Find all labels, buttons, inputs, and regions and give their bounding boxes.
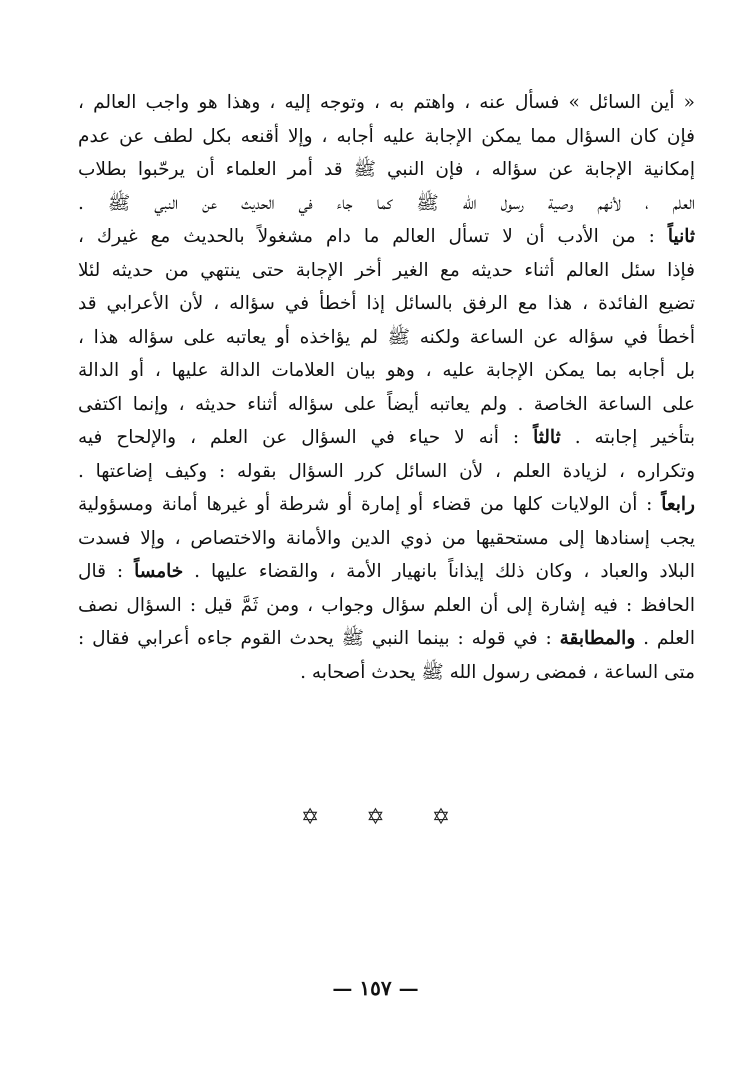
text-line <box>78 254 695 288</box>
text-run: : أنه لا حياء في السؤال عن العلم ، والإلحاح فيه <box>78 427 534 448</box>
text-line <box>78 220 695 254</box>
text-line <box>78 589 695 623</box>
text-run: يجب إسنادها إلى مستحقيها من ذوي الدين والأمانة والاختصاص ، وإلا فسدت <box>78 527 695 549</box>
star-icon: ✡ <box>300 805 320 830</box>
text-line <box>78 153 695 187</box>
text-line <box>78 555 695 589</box>
section-heading: رابعاً <box>661 494 695 515</box>
section-heading: ثالثاً <box>533 427 561 448</box>
text-run: وتكراره ، لزيادة العلم ، لأن السائل كرر السؤال بقوله : وكيف إضاعتها . <box>78 460 695 482</box>
text-line <box>78 421 695 455</box>
text-line <box>78 656 695 690</box>
main-text <box>78 86 695 689</box>
section-heading: ثانياً <box>667 226 695 247</box>
text-run: : في قوله : بينما النبي ﷺ يحدث القوم جاءه أعرابي فقال : <box>78 628 560 649</box>
text-run: متى الساعة ، فمضى رسول الله ﷺ يحدث أصحابه . <box>300 661 695 683</box>
text-run: البلاد والعباد ، وكان ذلك إيذاناً بانهيار الأمة ، والقضاء عليها . <box>183 561 695 582</box>
text-line <box>78 321 695 355</box>
text-run: : من الأدب أن لا تسأل العالم ما دام مشغولاً بالحديث مع غيرك ، <box>78 226 668 247</box>
text-run: « أين السائل » فسأل عنه ، واهتم به ، وتوجه إليه ، وهذا هو واجب العالم ، <box>78 92 695 113</box>
text-line <box>78 488 695 522</box>
section-divider <box>0 805 751 830</box>
text-run: العلم . <box>635 628 695 649</box>
text-run: تضيع الفائدة ، هذا مع الرفق بالسائل إذا أخطأ في سؤاله ، لأن الأعرابي قد <box>78 293 695 314</box>
text-line <box>78 86 695 120</box>
text-run: : قال <box>78 561 135 582</box>
text-run: الحافظ : فيه إشارة إلى أن العلم سؤال وجواب ، ومن ثَمَّ قيل : السؤال نصف <box>78 594 695 616</box>
text-line <box>78 354 695 388</box>
page-number: — ١٥٧ — <box>332 976 419 1000</box>
text-run: إمكانية الإجابة عن سؤاله ، فإن النبي ﷺ قد أمر العلماء أن يرحّبوا بطلاب <box>78 159 695 180</box>
text-run: أخطأ في سؤاله عن الساعة ولكنه ﷺ لم يؤاخذه أو يعاتبه على سؤاله هذا ، <box>78 326 695 348</box>
text-run: على الساعة الخاصة . ولم يعاتبه أيضاً على سؤاله أثناء حديثه ، وإنما اكتفى <box>78 393 695 415</box>
star-icon: ✡ <box>431 805 451 830</box>
text-run: فإن كان السؤال مما يمكن الإجابة عليه أجابه ، وإلا أقنعه بكل لطف عن عدم <box>78 125 695 147</box>
text-run: بتأخير إجابته . <box>560 427 695 448</box>
text-run: : أن الولايات كلها من قضاء أو إمارة أو شرطة أو غيرها أمانة ومسؤولية <box>78 494 662 515</box>
section-heading: والمطابقة <box>559 628 636 649</box>
text-run: فإذا سئل العالم أثناء حديثه مع الغير أخر الإجابة حتى ينتهي من حديثه لئلا <box>78 259 695 281</box>
text-run: العلم ، لأنهم وصية رسول الله ﷺ كما جاء في الحديث عن النبي ﷺ . <box>78 192 695 214</box>
text-line <box>78 287 695 321</box>
section-heading: خامساً <box>134 561 184 582</box>
text-line <box>78 622 695 656</box>
text-line <box>78 455 695 489</box>
text-line <box>78 522 695 556</box>
text-line <box>78 120 695 154</box>
text-run: بل أجابه بما يمكن الإجابة عليه ، وهو بيان العلامات الدالة عليها ، أو الدالة <box>78 360 695 381</box>
text-line <box>78 388 695 422</box>
star-icon: ✡ <box>366 805 385 830</box>
text-line <box>78 187 695 221</box>
